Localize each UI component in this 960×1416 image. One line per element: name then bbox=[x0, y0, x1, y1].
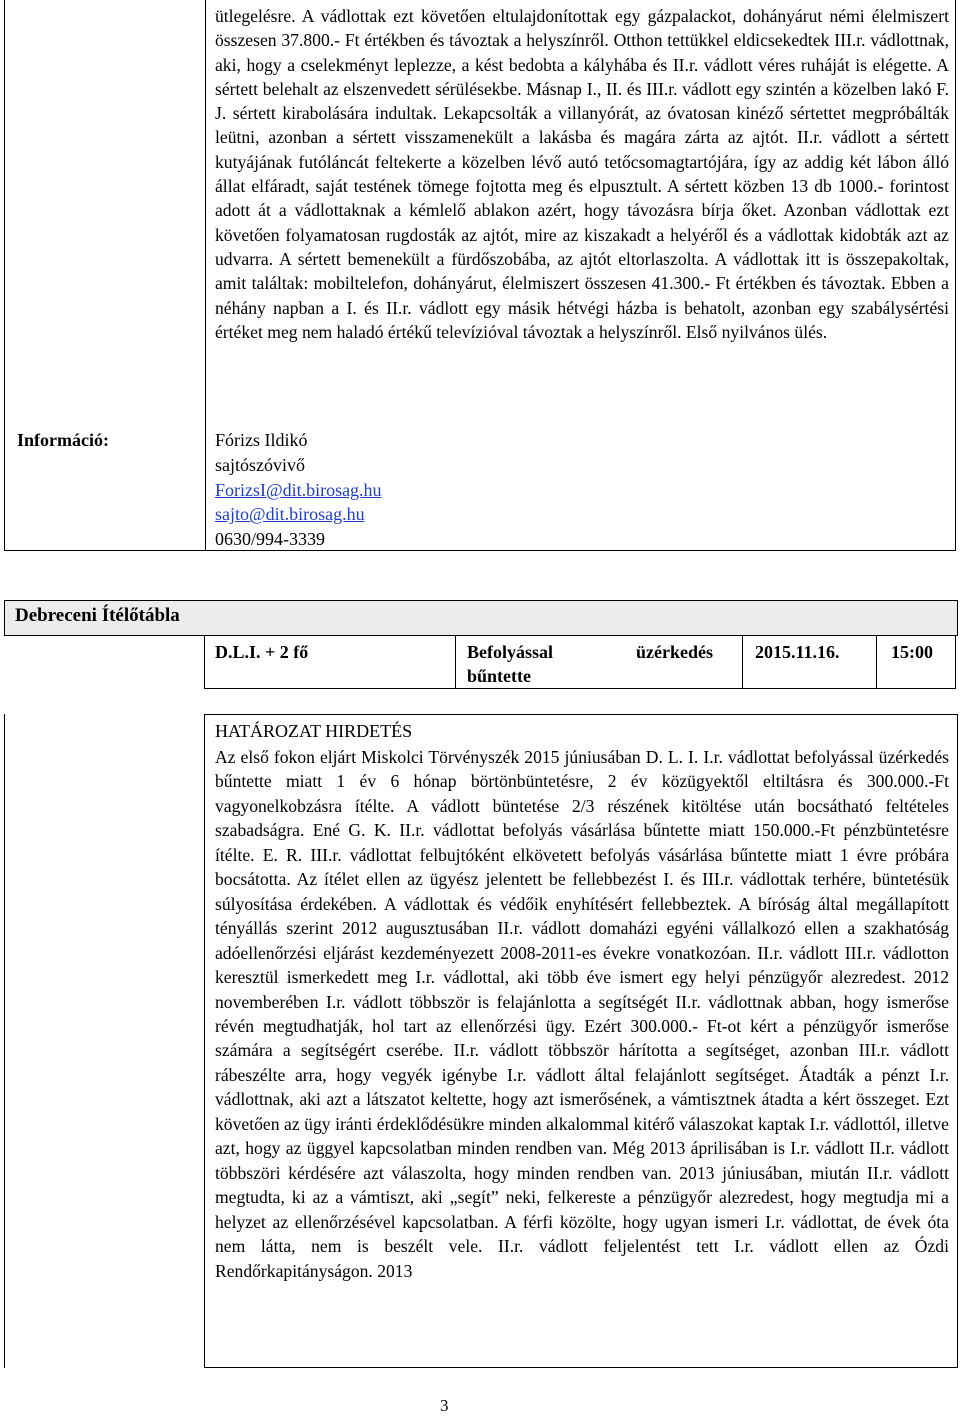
case-parties: D.L.I. + 2 fő bbox=[215, 642, 309, 662]
case-crime-cell bbox=[455, 636, 743, 689]
info-label: Információ: bbox=[17, 430, 109, 450]
decision-cell bbox=[204, 714, 958, 1368]
court-header bbox=[4, 600, 958, 636]
contact-phone: 0630/994-3339 bbox=[215, 529, 325, 550]
crime-word-2: üzérkedés bbox=[636, 642, 713, 662]
case-date-cell bbox=[743, 636, 877, 689]
case-description-text: ütlegelésre. A vádlottak ezt követően eltulajdonítottak egy gázpalackot, dohányárut némi élelmiszert összesen 37.800.- Ft értékben és távoztak a helyszínről. Otthon tettükkel eldicsekedtek III.r. vádlottnak, aki, hogy a cselekményt leplezze, a kést bedobta a kályhába és II.r. vádlott véres ruháját is elégette. A sértett belehalt az elszenvedett sérülésekbe. Másnap I., II. és III.r. vádlott egy szintén a közelben lakó F. J. sértett kirabolására indultak. Lekapcsolták a villanyórát, az óvatosan kinéző sértettet megpróbálták leütni, azonban a sértett visszamenekült a lakásba és magára zárta az ajtót. II.r. vádlott a sértett kutyájának futóláncát feltekerte a közelben lévő autó tetőcsomagtartójára, így az addig két lábon álló állat elfáradt, saját testének tömege fojtotta meg és elpusztult. A sértett közben 13 db 1000.- forintost adott át a vádlottaknak a kémlelő ablakon azért, hogy távozásra bírja őket. Azonban vádlottak ezt követően folyamatosan rugdosták az ajtót, mire az kiszakadt a helyéről és a vádlottak kidobták azt az udvarra. A sértett bemenekült a fürdőszobába, az ajtót eltorlaszolta. A vádlottak itt is összepakoltak, amit találtak: mobiltelefon, dohányárut, élelmiszert összesen 41.300.- Ft értékben és távoztak. Ebben a néhány napban a I. és II.r. vádlott egy másik hétvégi házba is behatolt, azonban egy szabálysértési értéket meg nem haladó értékű televízióval távoztak a helyszínről. Első nyilvános ülés. bbox=[215, 6, 949, 342]
case-time-cell bbox=[877, 636, 956, 689]
court-name: Debreceni Ítélőtábla bbox=[15, 605, 180, 626]
contact-name: Fórizs Ildikó bbox=[215, 430, 308, 450]
case-date: 2015.11.16. bbox=[755, 642, 840, 662]
info-label-cell bbox=[4, 0, 206, 551]
crime-word-1: Befolyással bbox=[467, 642, 554, 662]
decision-title: HATÁROZAT HIRDETÉS bbox=[215, 721, 413, 741]
decision-text: Az első fokon eljárt Miskolci Törvényszék 2015 júniusában D. L. I. I.r. vádlottat befolyással üzérkedés bűntette miatt 1 év 6 hónap börtönbüntetésre, 2 év közügyektől eltiltásra és 300.000.-Ft vagyonelkobzásra ítélte. A vádlott büntetése 2/3 részének kitöltése után bocsátható feltételes szabadságra. Ené G. K. II.r. vádlottat befolyás vásárlása bűntette miatt 150.000.-Ft pénzbüntetésre ítélte. E. R. III.r. vádlottat felbujtóként elkövetett befolyás vásárlása bűntette miatt 1 évre próbára bocsátotta. Az ítélet ellen az ügyész jelentett be fellebbezést I. és III.r. vádlottak terhére, büntetésük súlyosítása érdekében. A vádlottak és védőik enyhítésért fellebbeztek. A bíróság által megállapított tényállás szerint 2012 augusztusában II.r. vádlott domaházi egyéni vállalkozó ellen a szakhatóság adóellenőrzési eljárást kezdeményezett 2008-2011-es évekre vonatkozóan. II.r. vádlott III.r. vádlotton keresztül ismerkedett meg I.r. vádlottal, aki több éve ismert egy helyi pénzügyőr alezredest. 2012 novemberében I.r. vádlott többször is felajánlotta a segítségét II.r. vádlottnak abban, hogy ismerőse révén megtudhatják, hol tart az ellenőrzési ügy. Ezért 300.000.- Ft-ot kért a pénzügyőr ismerőse számára a segítségért cserébe. II.r. vádlott többször hárította a segítséget, azonban III.r. vádlott rábeszélte arra, hogy vegyék igénybe I.r. vádlott által felajánlott segítséget. Átadták a pénzt I.r. vádlottnak, aki azt a látszatot keltette, hogy azt ismerősének, a vámtisztnek átadta a kért összeget. Ezt követően az ügy iránti érdeklődésükre minden alkalommal kitérő válaszokat kaptak I.r. vádlottól, illetve azt, hogy az üggyel kapcsolatban minden rendben van. Még 2013 áprilisában is I.r. vádlott II.r. vádlott többszöri kérdésére azt válaszolta, hogy minden rendben van. 2013 júniusában, miután II.r. vádlott megtudta, ki az a vámtiszt, aki „segít” neki, felkereste a pénzügyőr alezredest, hogy megtudja mi a helyzet az ellenőrzésével kapcsolatban. A férfi közölte, hogy ugyan ismeri I.r. vádlottat, de évek óta nem látta, nem is beszélt vele. II.r. vádlott feljelentést tett I.r. vádlott ellen az Ózdi Rendőrkapitányságon. 2013 bbox=[215, 747, 949, 1281]
case-row bbox=[204, 636, 956, 688]
page-number: 3 bbox=[440, 1396, 449, 1415]
table-left-border bbox=[4, 714, 5, 1368]
contact-role: sajtószóvivő bbox=[215, 454, 305, 475]
case-time: 15:00 bbox=[891, 642, 933, 662]
info-table bbox=[4, 0, 957, 552]
crime-word-3: bűntette bbox=[467, 666, 531, 686]
info-content-cell bbox=[205, 0, 956, 551]
contact-email-link[interactable]: ForizsI@dit.birosag.hu bbox=[215, 479, 382, 500]
press-email-link[interactable]: sajto@dit.birosag.hu bbox=[215, 504, 365, 525]
press-contact bbox=[215, 428, 382, 552]
case-parties-cell bbox=[204, 636, 456, 689]
